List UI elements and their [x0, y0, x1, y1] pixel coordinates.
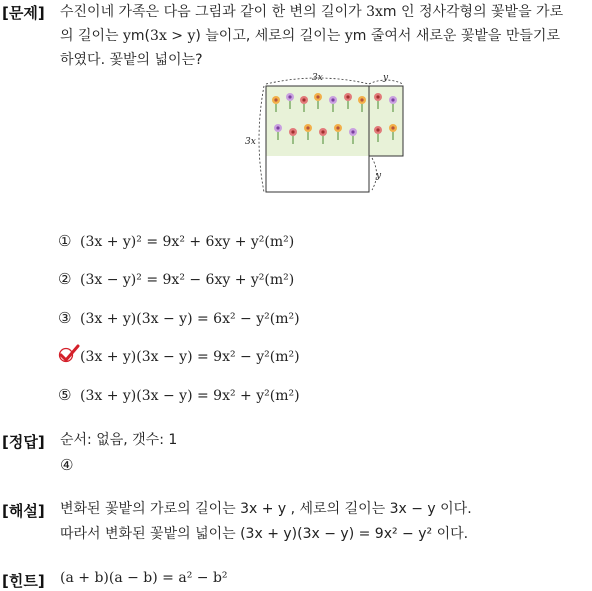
problem-line1-b: m 인 정사각형의 꽃밭을 가로	[382, 4, 564, 20]
problem-line-1	[60, 0, 563, 24]
top-label-y: y	[383, 73, 389, 83]
checkmark-icon	[58, 344, 80, 364]
problem-line-2	[60, 24, 560, 48]
answer-line-2: ④	[60, 456, 74, 474]
choice-1-expression: (3x + y)² = 9x² + 6xy + y²(m²)	[80, 234, 295, 250]
problem-line2-d: m 줄여서 새로운 꽃밭을 만들기로	[352, 28, 560, 44]
problem-line2-a: 의 길이는	[60, 28, 123, 44]
hint-label: [힌트]	[2, 572, 45, 590]
choice-5-number: ⑤	[58, 386, 72, 404]
choice-4-expression: (3x + y)(3x − y) = 9x² − y²(m²)	[80, 349, 300, 365]
left-label: 3x	[245, 137, 256, 147]
top-label-3x: 3x	[312, 73, 323, 83]
choice-5[interactable]	[58, 386, 300, 404]
right-label: y	[376, 171, 382, 181]
explanation-line-1: 변화된 꽃밭의 가로의 길이는 3x + y , 세로의 길이는 3x − y 이다.	[60, 501, 472, 517]
hint-line-1: (a + b)(a − b) = a² − b²	[60, 570, 228, 586]
problem-line2-cond: 3x > y	[150, 28, 196, 44]
choice-2-expression: (3x − y)² = 9x² − 6xy + y²(m²)	[80, 272, 295, 288]
choice-3-expression: (3x + y)(3x − y) = 6x² − y²(m²)	[80, 311, 300, 327]
problem-line-3: 하였다. 꽃밭의 넓이는?	[60, 52, 203, 68]
choice-3-number: ③	[58, 309, 72, 327]
choice-4[interactable]	[58, 347, 300, 365]
problem-line2-math2: y	[344, 28, 353, 44]
choice-2[interactable]	[58, 270, 294, 288]
choice-5-expression: (3x + y)(3x − y) = 9x² + y²(m²)	[80, 388, 300, 404]
choice-1[interactable]	[58, 232, 294, 250]
choice-3[interactable]	[58, 309, 300, 327]
problem-label: [문제]	[2, 4, 45, 22]
problem-line2-math: y	[123, 28, 131, 44]
choice-2-number: ②	[58, 270, 72, 288]
problem-line2-b: m(	[130, 28, 151, 44]
garden-figure	[238, 70, 408, 195]
left-brace-3x	[259, 86, 264, 192]
problem-line2-c: ) 늘이고, 세로의 길이는	[195, 28, 345, 44]
explanation-label: [해설]	[2, 502, 45, 520]
answer-line-1: 순서: 없음, 갯수: 1	[60, 432, 178, 448]
choice-1-number: ①	[58, 232, 72, 250]
answer-label: [정답]	[2, 433, 45, 451]
explanation-line-2: 따라서 변화된 꽃밭의 넓이는 (3x + y)(3x − y) = 9x² − y² 이다.	[60, 526, 469, 542]
problem-line1-math: 3x	[366, 4, 383, 20]
problem-line1-a: 수진이네 가족은 다음 그림과 같이 한 변의 길이가	[60, 4, 367, 20]
